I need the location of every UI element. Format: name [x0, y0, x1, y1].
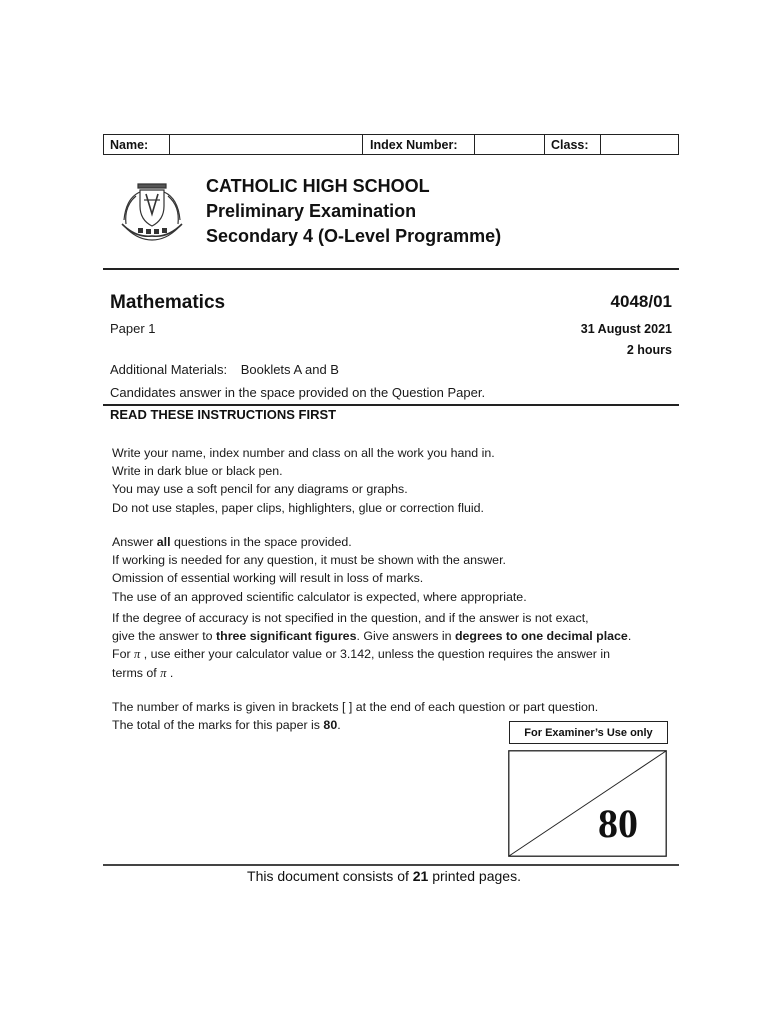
- instruction-line: If the degree of accuracy is not specified in the question, and if the answer is not exact,: [112, 611, 589, 625]
- instructions-block-3: [112, 609, 682, 682]
- index-number-label: Index Number:: [363, 135, 475, 154]
- school-name: CATHOLIC HIGH SCHOOL: [206, 176, 430, 196]
- examiner-score-box: [508, 750, 667, 857]
- subject-title: Mathematics: [110, 292, 226, 313]
- divider: [103, 268, 679, 270]
- additional-materials: [110, 362, 339, 377]
- instruction-line: Do not use staples, paper clips, highlighters, glue or correction fluid.: [112, 500, 484, 515]
- instruction-line: The total of the marks for this paper is 80.: [112, 718, 341, 733]
- instruction-line: Omission of essential working will result in loss of marks.: [112, 571, 424, 586]
- instruction-line: Answer all questions in the space provided.: [112, 535, 352, 549]
- footer-divider: [103, 864, 679, 866]
- class-field[interactable]: [601, 135, 678, 154]
- instruction-line: The use of an approved scientific calculator is expected, where appropriate.: [112, 589, 527, 604]
- materials-label: Additional Materials:: [110, 362, 228, 377]
- divider: [103, 404, 679, 406]
- exam-date: 31 August 2021: [580, 322, 672, 336]
- page-count-note: This document consists of 21 printed pages.: [247, 868, 521, 884]
- instruction-line: give the answer to three significant figures. Give answers in degrees to one decimal place.: [112, 629, 632, 644]
- total-marks: 80: [598, 801, 638, 846]
- class-label: Class:: [545, 135, 601, 154]
- instructions-title: READ THESE INSTRUCTIONS FIRST: [110, 407, 337, 422]
- instruction-line: You may use a soft pencil for any diagrams or graphs.: [112, 482, 408, 497]
- exam-duration: 2 hours: [626, 343, 672, 357]
- paper-code: 4048/01: [610, 292, 672, 311]
- materials-value: Booklets A and B: [240, 362, 339, 377]
- instruction-line: Write in dark blue or black pen.: [112, 464, 283, 479]
- name-label: Name:: [104, 135, 170, 154]
- instruction-line: terms of π .: [112, 665, 174, 680]
- paper-number: Paper 1: [110, 321, 156, 336]
- index-number-field[interactable]: [475, 135, 545, 154]
- name-field[interactable]: [170, 135, 363, 154]
- instruction-line: For π , use either your calculator value or 3.142, unless the question requires the answer in: [112, 647, 610, 662]
- instructions-block-1: [112, 444, 682, 517]
- candidate-info-table: [103, 134, 679, 155]
- instructions-block-2: [112, 533, 682, 606]
- instruction-line: Write your name, index number and class on all the work you hand in.: [112, 446, 495, 460]
- instruction-line: If working is needed for any question, it must be shown with the answer.: [112, 553, 506, 568]
- instruction-line: The number of marks is given in brackets [ ] at the end of each question or part question.: [112, 700, 599, 714]
- examiner-use-label: For Examiner’s Use only: [509, 721, 668, 744]
- answer-note: Candidates answer in the space provided on the Question Paper.: [110, 385, 486, 400]
- exam-title: Preliminary Examination: [206, 201, 417, 221]
- school-crest-icon: [116, 180, 188, 244]
- programme-title: Secondary 4 (O-Level Programme): [206, 226, 502, 246]
